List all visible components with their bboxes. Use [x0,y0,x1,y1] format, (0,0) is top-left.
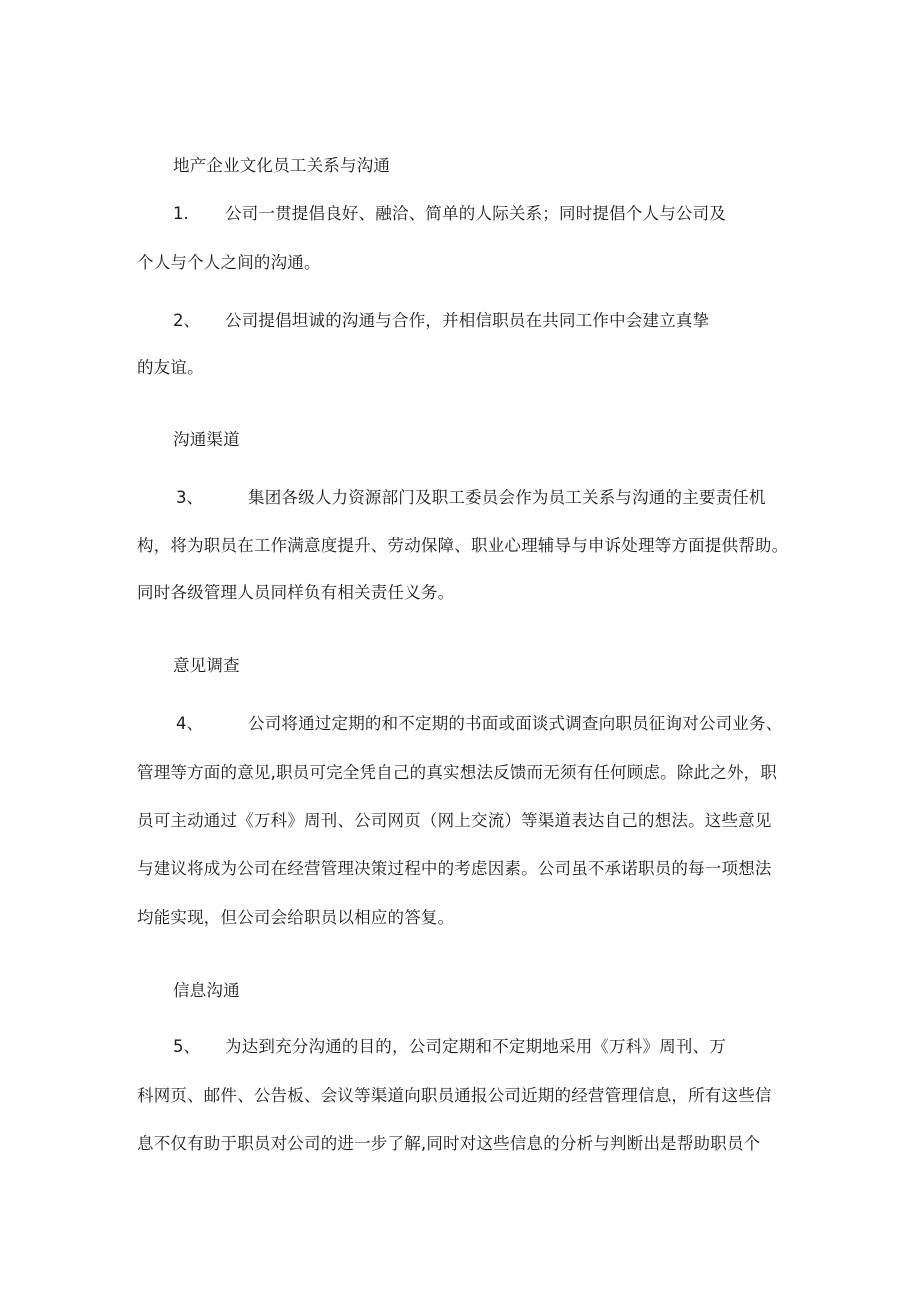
paragraph-line: 公司提倡坦诚的沟通与合作，并相信职员在共同工作中会建立真挚 [225,311,710,330]
paragraph-line: 与建议将成为公司在经营管理决策过程中的考虑因素。公司虽不承诺职员的每一项想法 [137,859,772,878]
paragraph-line: 集团各级人力资源部门及职工委员会作为员工关系与沟通的主要责任机 [248,488,766,507]
paragraph-line: 构，将为职员在工作满意度提升、劳动保障、职业心理辅导与申诉处理等方面提供帮助。 [137,536,789,555]
paragraph-line: 员可主动通过《万科》周刊、公司网页（网上交流）等渠道表达自己的想法。这些意见 [137,811,772,830]
section-heading: 沟通渠道 [173,430,240,449]
item-number: 5、 [173,1037,200,1056]
paragraph-line: 科网页、邮件、公告板、会议等渠道向职员通报公司近期的经营管理信息，所有这些信 [137,1086,772,1105]
paragraph-line: 的友谊。 [137,358,204,377]
paragraph-line: 公司将通过定期的和不定期的书面或面谈式调查向职员征询对公司业务、 [248,714,783,733]
item-number: 1. [173,204,189,223]
section-heading: 意见调查 [173,656,240,675]
paragraph-line: 个人与个人之间的沟通。 [137,253,321,272]
item-number: 2、 [173,311,200,330]
item-number: 4、 [176,714,203,733]
paragraph-line: 为达到充分沟通的目的，公司定期和不定期地采用《万科》周刊、万 [225,1037,726,1056]
paragraph-line: 均能实现，但公司会给职员以相应的答复。 [137,908,455,927]
paragraph-line: 同时各级管理人员同样负有相关责任义务。 [137,583,455,602]
document-title: 地产企业文化员工关系与沟通 [173,156,391,175]
section-heading: 信息沟通 [173,981,240,1000]
paragraph-line: 息不仅有助于职员对公司的进一步了解,同时对这些信息的分析与判断出是帮助职员个 [137,1134,761,1153]
paragraph-line: 公司一贯提倡良好、融洽、简单的人际关系；同时提倡个人与公司及 [225,204,726,223]
item-number: 3、 [176,488,203,507]
paragraph-line: 管理等方面的意见,职员可完全凭自己的真实想法反馈而无须有任何顾虑。除此之外，职 [137,763,778,782]
